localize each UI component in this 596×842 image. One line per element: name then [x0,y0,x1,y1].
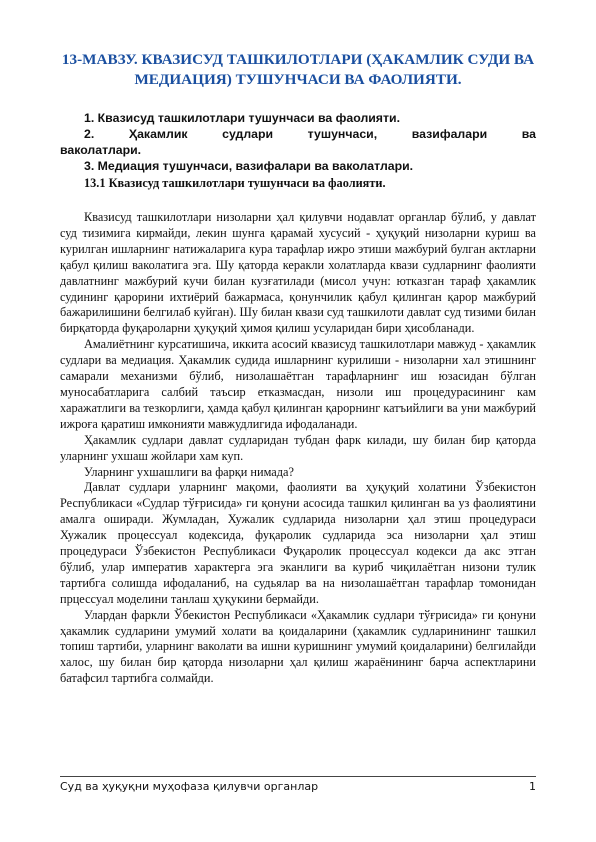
paragraph: Уларнинг ухшашлиги ва фарқи нимада? [84,464,294,479]
footer-divider [60,776,536,777]
toc-item-2-line-2: ваколатлари. [60,143,142,157]
paragraph: Амалиётнинг курсатишича, иккита асосий квазисуд ташкилотлари мавжуд - ҳакамлик судлари ва медиация. Ҳакамлик судида ишларнинг курилиши - низоларни хал этишнинг самарали механизми бўлиб, низолашаётган тарафларнинг иш юзасидан бўлган муносабатларига салбий таъсир етказмасдан, низоли иш процедурасининг кам харажатлиги ва тезкорлиги, ҳамда қабул қилинган қарорнинг катъийлиги ва уни мажбурий ижроға қаратиш имконияти мавжудлигида ифодаланади. [60,337,536,431]
toc-item-1: 1. Квазисуд ташкилотлари тушунчаси ва фаолияти. [84,111,400,125]
paragraph: Квазисуд ташкилотлари низоларни ҳал қилувчи нодавлат органлар бўлиб, у давлат суд тизимига кирмайди, лекин шунга қарамай хусусий - ҳуқуқий низоларни куриш ва курилган ишларнинг натижаларига кура тарафлар ижро этиши мажбурий булган актларни қабул қилиш ваколатига эга. Шу қаторда керакли холатларда квази судларнинг фаолияти давлатнинг мажбурий кучи билан кузғатилади (мисол учун: ютказган тараф ҳакамлик судининг қарорини ихтиёрий бажармаса, қонунчилик қабул қилинган қарор мажбурий бажарилишини белгилаб куйган). Шу билан квази суд ташкилоти давлат суд тизими билан бирқаторда фуқароларни ҳуқуқий ҳимоя қилиш усуларидан бири ҳисобланади. [60,210,536,336]
paragraph: Улардан фаркли Ўбекистон Республикаси «Ҳакамлик судлари тўғрисида» ги қонуни ҳакамлик судларини умумий холати ва қоидаларини (ҳакамлик судларинининг ташкил топиш тартиби, уларнинг ваколати ва ишни куришнинг умумий қоидаларини) белгилайди халос, шу билан бир қаторда низоларни ҳал қилиш жараёнининг барча аспектларини батафсил тартибга солмайди. [60,607,536,686]
footer-text: Суд ва ҳуқуқни муҳофаза қилувчи органлар [60,780,319,793]
paragraph: Давлат судлари уларнинг мақоми, фаолияти ва ҳуқуқий холатини Ўзбекистон Республикаси «Судлар тўғрисида» ги қонуни асосида ташкил қилинган ва уз фаолиятини амалга оширади. Жумладан, Хужалик судларида низоларни ҳал этиш процедураси Хужалик процессуал кодексида, фуқаролик судларида эса низоларни ҳал этиш процедураси Ўзбекистон Республикаси Фуқаролик процессуал кодекси да акс этган бўлиб, улар императив характерга эга эканлиги ва куриб чиқилаётган низони тулик тартибга солишда ифодаланиб, на судьялар ва на низолашаётган тарафлар томонидан прцессуал моделини танлаш ҳуқукини бермайди. [60,480,536,606]
page-title: 13-МАВЗУ. КВАЗИСУД ТАШКИЛОТЛАРИ (ҲАКАМЛИК СУДИ ВА МЕДИАЦИЯ) ТУШУНЧАСИ ВА ФАОЛИЯТИ. [61,51,535,88]
paragraph: Ҳакамлик судлари давлат судларидан тубдан фарк килади, шу билан бир қаторда уларнинг ухшаш жойлари хам куп. [60,432,536,463]
table-of-contents [60,110,536,191]
section-subheading: 13.1 Квазисуд ташкилотлари тушунчаси ва фаолияти. [84,176,386,190]
body-text [60,210,536,687]
page-number: 1 [529,780,536,793]
toc-item-3: 3. Медиация тушунчаси, вазифалари ва ваколатлари. [84,159,414,173]
page-footer [60,780,536,793]
toc-item-2-line-1: 2. Ҳакамлик судлари тушунчаси, вазифалари ва [84,127,536,141]
